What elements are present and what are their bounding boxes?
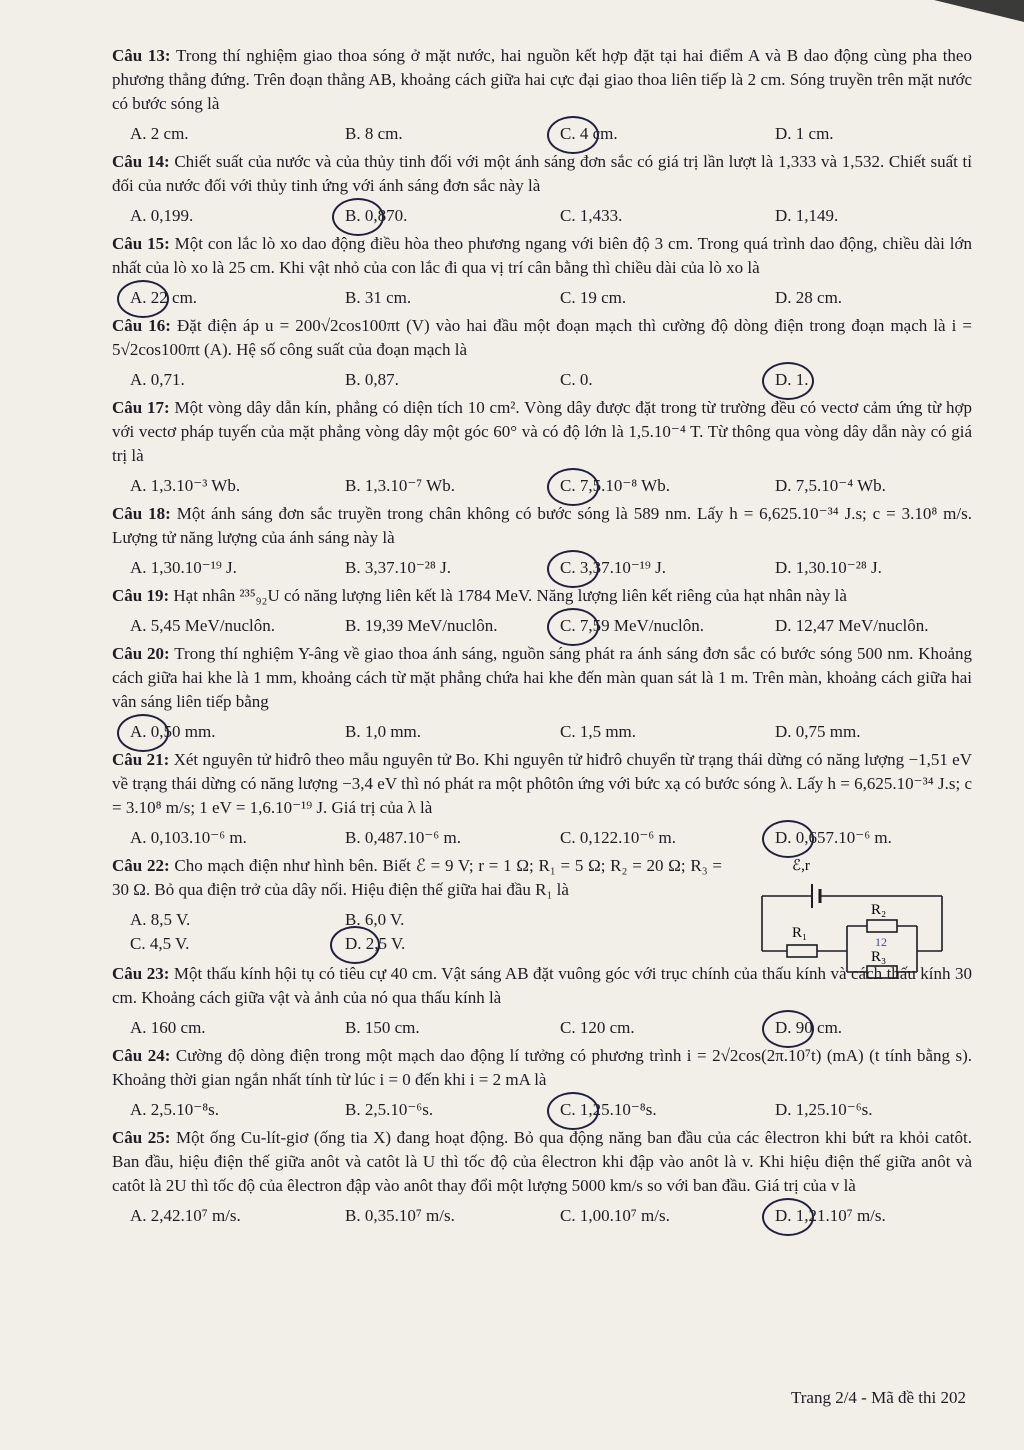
question-text: Trong thí nghiệm Y-âng về giao thoa ánh sáng, nguồn sáng phát ra ánh sáng đơn sắc có bước sóng 500 nm. Khoảng cách giữa hai khe là 1 mm, khoảng cách từ mặt phẳng chứa hai khe đến màn quan sát là 1 m. Trên màn, khoảng cách giữa hai vân sáng liên tiếp bằng (112, 644, 972, 711)
question-text: Cường độ dòng điện trong một mạch dao động lí tưởng có phương trình i = 2√2cos(2π.10⁷t) (mA) (t tính bằng s). Khoảng thời gian ngắn nhất tính từ lúc i = 0 đến khi i = 2 mA là (112, 1046, 972, 1089)
option-b[interactable]: B. 0,87. (345, 370, 399, 389)
option-d[interactable]: D. 1,30.10⁻²⁸ J. (775, 558, 882, 577)
options-14 (112, 204, 972, 228)
question-label: Câu 21: (112, 750, 170, 769)
question-16 (112, 314, 972, 362)
question-label: Câu 15: (112, 234, 170, 253)
option-d[interactable]: D. 1,149. (775, 206, 839, 225)
option-c[interactable]: C. 1,433. (560, 206, 623, 225)
r1-label: R₁ (792, 925, 808, 941)
option-c-text: C. 7,59 MeV/nuclôn. (560, 616, 705, 635)
option-c-text: C. 1,25.10⁻⁸s. (560, 1100, 657, 1119)
option-d-text: D. 0,657.10⁻⁶ m. (775, 828, 892, 847)
question-label: Câu 24: (112, 1046, 171, 1065)
option-c-text: C. 4 cm. (560, 124, 618, 143)
option-a[interactable] (112, 720, 327, 744)
question-15 (112, 232, 972, 280)
r3-label: R₃ (871, 949, 887, 965)
question-label: Câu 18: (112, 504, 171, 523)
option-b[interactable]: B. 0,487.10⁻⁶ m. (345, 828, 461, 847)
option-b[interactable]: B. 3,37.10⁻²⁸ J. (345, 558, 451, 577)
options-17 (112, 474, 972, 498)
option-b[interactable]: B. 31 cm. (345, 288, 412, 307)
option-d[interactable]: D. 1,25.10⁻⁶s. (775, 1100, 873, 1119)
option-a[interactable]: A. 5,45 MeV/nuclôn. (130, 616, 275, 635)
question-label: Câu 20: (112, 644, 170, 663)
question-text: Đặt điện áp u = 200√2cos100πt (V) vào hai đầu một đoạn mạch thì cường độ dòng điện trong đoạn mạch là i = 5√2cos100πt (A). Hệ số công suất của đoạn mạch là (112, 316, 973, 359)
options-16 (112, 368, 972, 392)
r2-label: R₂ (871, 902, 887, 918)
question-19 (112, 584, 972, 608)
resistor-r3 (867, 966, 897, 978)
option-c[interactable]: C. 1,5 mm. (560, 722, 637, 741)
question-label: Câu 13: (112, 46, 171, 65)
questions-column (112, 44, 972, 1232)
option-d-text: D. 1,21.10⁷ m/s. (775, 1206, 886, 1225)
option-d[interactable]: D. 12,47 MeV/nuclôn. (775, 616, 929, 635)
option-c[interactable] (542, 556, 757, 580)
options-23 (112, 1016, 972, 1040)
question-17 (112, 396, 972, 468)
question-label: Câu 16: (112, 316, 171, 335)
option-c-text: C. 7,5.10⁻⁸ Wb. (560, 476, 670, 495)
options-19 (112, 614, 972, 638)
option-d[interactable] (757, 826, 972, 850)
options-18 (112, 556, 972, 580)
option-d-text: D. 1. (775, 370, 809, 389)
option-a[interactable]: A. 0,103.10⁻⁶ m. (130, 828, 247, 847)
page-footer: Trang 2/4 - Mã đề thi 202 (790, 1388, 966, 1407)
option-c[interactable]: C. 120 cm. (560, 1018, 635, 1037)
option-b[interactable]: B. 0,35.10⁷ m/s. (345, 1206, 455, 1225)
option-d[interactable]: D. 7,5.10⁻⁴ Wb. (775, 476, 886, 495)
question-label: Câu 23: (112, 964, 170, 983)
source-label: ℰ,r (792, 858, 810, 874)
question-25 (112, 1126, 972, 1198)
options-15 (112, 286, 972, 310)
option-a[interactable] (112, 286, 327, 310)
option-c-text: C. 3,37.10⁻¹⁹ J. (560, 558, 666, 577)
page-corner-shadow (934, 0, 1024, 22)
question-14 (112, 150, 972, 198)
option-a[interactable]: A. 2 cm. (130, 124, 189, 143)
question-label: Câu 14: (112, 152, 170, 171)
options-22-row2 (112, 932, 542, 956)
question-20 (112, 642, 972, 714)
question-text: Một thấu kính hội tụ có tiêu cự 40 cm. Vật sáng AB đặt vuông góc với trục chính của thấu kính và cách thấu kính 30 cm. Khoảng cách giữa vật và ảnh của nó qua thấu kính là (112, 964, 972, 1007)
option-b[interactable]: B. 2,5.10⁻⁶s. (345, 1100, 434, 1119)
option-b-text: B. 0,870. (345, 206, 408, 225)
question-text: Một con lắc lò xo dao động điều hòa theo phương ngang với biên độ 3 cm. Trong quá trình dao động, chiều dài lớn nhất của lò xo là 25 cm. Khi vật nhỏ của con lắc đi qua vị trí cân bằng thì chiều dài của lò xo là (112, 234, 972, 277)
question-label: Câu 25: (112, 1128, 171, 1147)
option-c[interactable]: C. 1,00.10⁷ m/s. (560, 1206, 670, 1225)
options-13 (112, 122, 972, 146)
option-a[interactable]: A. 1,30.10⁻¹⁹ J. (130, 558, 237, 577)
question-24 (112, 1044, 972, 1092)
question-text: Xét nguyên tử hiđrô theo mẫu nguyên tử Bo. Khi nguyên tử hiđrô chuyển từ trạng thái dừng có năng lượng −1,51 eV về trạng thái dừng có năng lượng −3,4 eV thì nó phát ra một phôtôn ứng với bức xạ có bước sóng λ. Lấy h = 6,625.10⁻³⁴ J.s; c = 3.10⁸ m/s; 1 eV = 1,6.10⁻¹⁹ J. Giá trị của λ là (112, 750, 972, 817)
options-20 (112, 720, 972, 744)
option-a-text: A. 0,50 mm. (130, 722, 216, 741)
option-b[interactable]: B. 1,3.10⁻⁷ Wb. (345, 476, 455, 495)
question-text: Hạt nhân ²³⁵₉₂U có năng lượng liên kết là 1784 MeV. Năng lượng liên kết riêng của hạt nhân này là (173, 586, 847, 605)
option-b[interactable]: B. 1,0 mm. (345, 722, 422, 741)
option-d[interactable]: D. 28 cm. (775, 288, 843, 307)
option-d[interactable] (757, 1016, 972, 1040)
option-c[interactable]: C. 19 cm. (560, 288, 627, 307)
option-d-text: D. 2,5 V. (345, 934, 406, 953)
option-a[interactable]: A. 8,5 V. (130, 910, 191, 929)
option-d[interactable]: D. 1 cm. (775, 124, 834, 143)
question-label: Câu 17: (112, 398, 170, 417)
question-text: Cho mạch điện như hình bên. Biết ℰ = 9 V; r = 1 Ω; R₁ = 5 Ω; R₂ = 20 Ω; R₃ = 30 Ω. Bỏ qua điện trở của dây nối. Hiệu điện thế giữa hai đầu R₁ là (112, 856, 722, 899)
resistor-r1 (787, 945, 817, 957)
option-c[interactable]: C. 4,5 V. (130, 934, 190, 953)
option-d[interactable] (757, 368, 972, 392)
question-text: Chiết suất của nước và của thủy tinh đối với một ánh sáng đơn sắc có giá trị lần lượt là 1,333 và 1,532. Chiết suất tỉ đối của nước đối với thủy tinh ứng với ánh sáng đơn sắc này là (112, 152, 972, 195)
question-13 (112, 44, 972, 116)
option-b[interactable]: B. 6,0 V. (345, 910, 405, 929)
options-24 (112, 1098, 972, 1122)
question-22 (112, 854, 972, 965)
circuit-diagram (752, 854, 982, 984)
option-d-text: D. 90 cm. (775, 1018, 843, 1037)
option-a-text: A. 22 cm. (130, 288, 198, 307)
options-25 (112, 1204, 972, 1228)
option-c[interactable] (542, 1098, 757, 1122)
question-label: Câu 19: (112, 586, 170, 605)
option-b[interactable] (327, 204, 542, 228)
question-text: Một ánh sáng đơn sắc truyền trong chân không có bước sóng là 589 nm. Lấy h = 6,625.10⁻³⁴ J.s; c = 3.10⁸ m/s. Lượng tử năng lượng của ánh sáng này là (112, 504, 972, 547)
question-22-body (112, 854, 722, 902)
option-d[interactable] (757, 1204, 972, 1228)
option-b[interactable]: B. 8 cm. (345, 124, 403, 143)
question-text: Một ống Cu-lít-giơ (ống tia X) đang hoạt động. Bỏ qua động năng ban đầu của các êlectron khi bứt ra khỏi catôt. Ban đầu, hiệu điện thế giữa anôt và catôt là U thì tốc độ của êlectron khi đập vào anôt là v. Khi hiệu điện thế giữa anôt và catôt là 2U thì tốc độ của êlectron đập vào anôt thay đổi một lượng 5000 km/s so với ban đầu. Giá trị của v là (112, 1128, 972, 1195)
option-a[interactable]: A. 0,199. (130, 206, 194, 225)
question-text: Một vòng dây dẫn kín, phẳng có diện tích 10 cm². Vòng dây được đặt trong từ trường đều có vectơ cảm ứng từ hợp với vectơ pháp tuyến của mặt phẳng vòng dây một góc 60° và có độ lớn là 1,5.10⁻⁴ T. Từ thông qua vòng dây dẫn này có giá trị là (112, 398, 972, 465)
question-18 (112, 502, 972, 550)
option-d[interactable] (327, 932, 542, 956)
option-a[interactable]: A. 2,42.10⁷ m/s. (130, 1206, 241, 1225)
question-label: Câu 22: (112, 856, 170, 875)
option-a[interactable]: A. 2,5.10⁻⁸s. (130, 1100, 220, 1119)
option-c[interactable]: C. 0. (560, 370, 593, 389)
option-c[interactable] (542, 614, 757, 638)
option-a[interactable]: A. 0,71. (130, 370, 185, 389)
option-c[interactable] (542, 474, 757, 498)
options-22-row1 (112, 908, 542, 932)
option-c[interactable]: C. 0,122.10⁻⁶ m. (560, 828, 676, 847)
question-21 (112, 748, 972, 820)
options-21 (112, 826, 972, 850)
handwritten-note: 12 (875, 935, 887, 949)
option-b[interactable]: B. 150 cm. (345, 1018, 420, 1037)
question-text: Trong thí nghiệm giao thoa sóng ở mặt nước, hai nguồn kết hợp đặt tại hai điểm A và B dao động cùng pha theo phương thẳng đứng. Trên đoạn thẳng AB, khoảng cách giữa hai cực đại giao thoa liên tiếp là 2 cm. Sóng truyền trên mặt nước có bước sóng là (112, 46, 972, 113)
resistor-r2 (867, 920, 897, 932)
option-b[interactable]: B. 19,39 MeV/nuclôn. (345, 616, 498, 635)
option-a[interactable]: A. 160 cm. (130, 1018, 206, 1037)
option-a[interactable]: A. 1,3.10⁻³ Wb. (130, 476, 241, 495)
option-d[interactable]: D. 0,75 mm. (775, 722, 861, 741)
option-c[interactable] (542, 122, 757, 146)
